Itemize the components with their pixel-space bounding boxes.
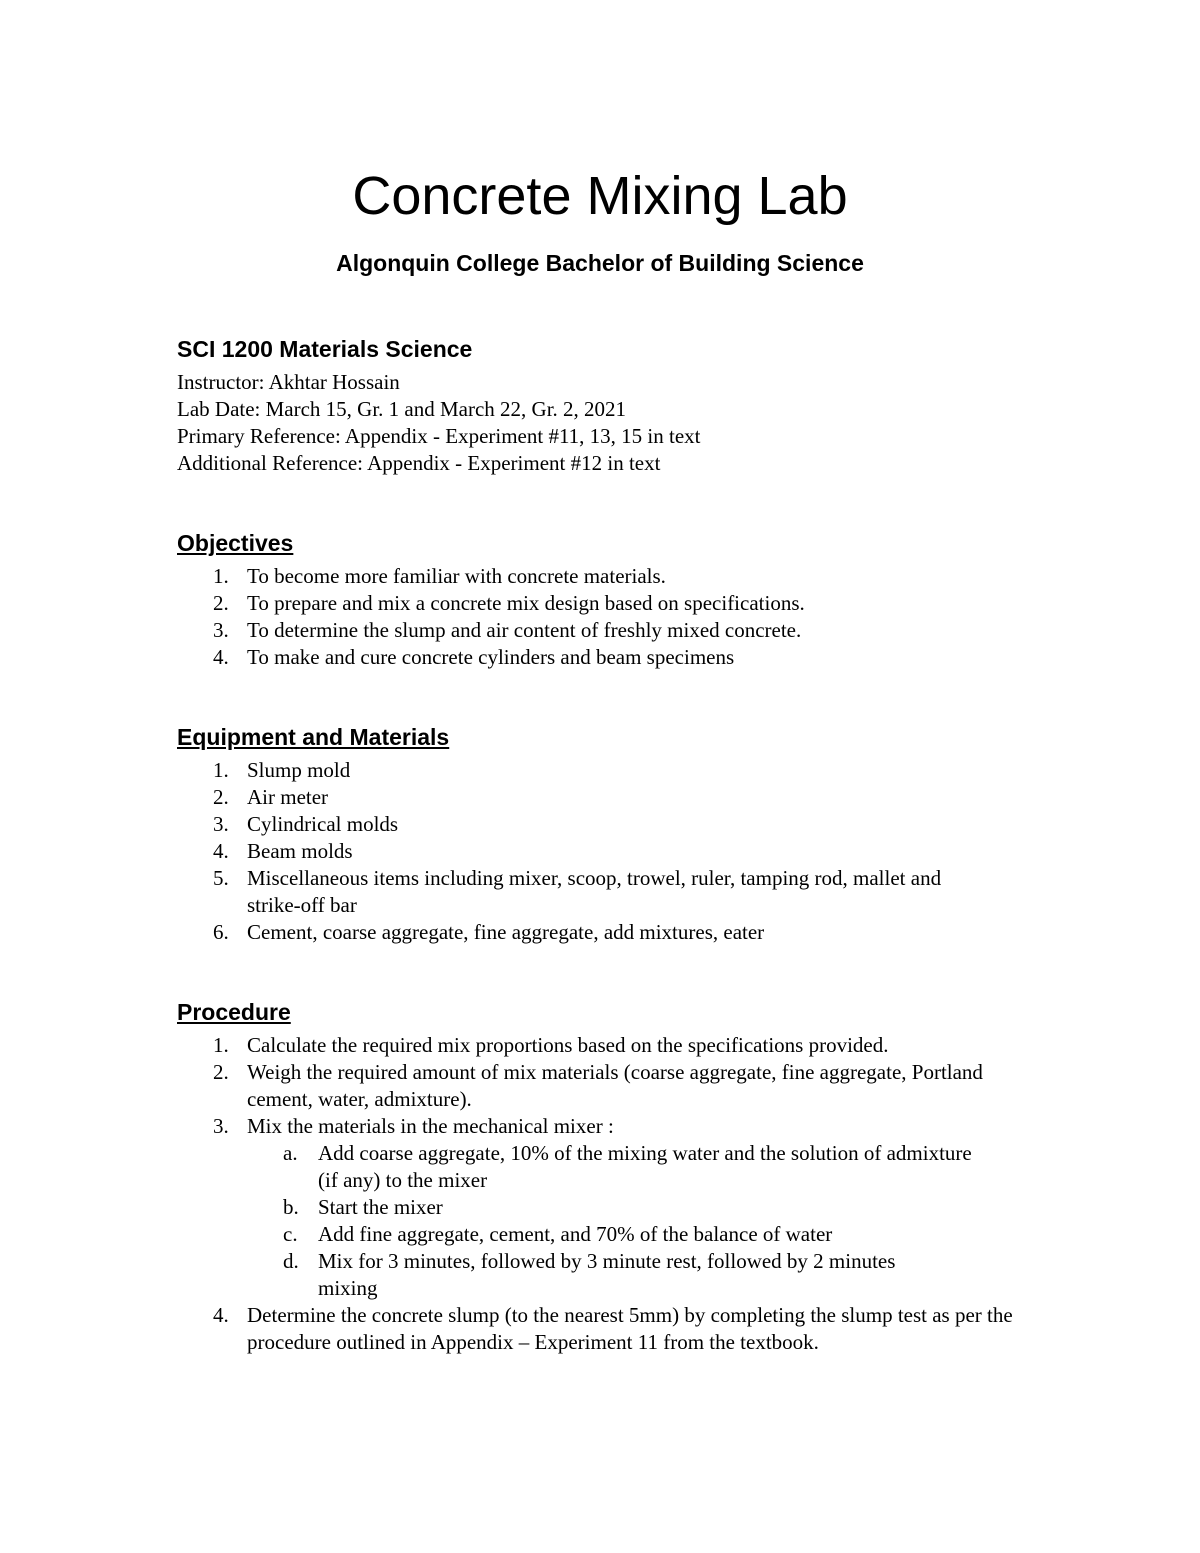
sub-list-letter: b.	[283, 1195, 299, 1219]
sub-list-letter: c.	[283, 1222, 298, 1246]
list-item	[177, 757, 1057, 784]
list-text: Cylindrical molds	[247, 812, 399, 836]
list-number: 2.	[213, 785, 229, 809]
primary-reference-line: Primary Reference: Appendix - Experiment #11, 13, 15 in text	[177, 424, 701, 448]
list-number: 4.	[213, 1303, 229, 1327]
lab-date-line: Lab Date: March 15, Gr. 1 and March 22, Gr. 2, 2021	[177, 397, 627, 421]
lab-meta	[177, 369, 701, 477]
list-text: To make and cure concrete cylinders and beam specimens	[247, 645, 735, 669]
list-item	[177, 811, 1057, 838]
list-text: Mix the materials in the mechanical mixer :	[247, 1114, 614, 1138]
sub-list-text: Add coarse aggregate, 10% of the mixing water and the solution of admixture (if any) to the mixer	[318, 1141, 972, 1192]
sub-list-letter: a.	[283, 1141, 298, 1165]
sub-list-text: Start the mixer	[318, 1195, 443, 1219]
list-text: Weigh the required amount of mix materials (coarse aggregate, fine aggregate, Portland cement, water, admixture).	[247, 1060, 983, 1111]
list-text: Miscellaneous items including mixer, scoop, trowel, ruler, tamping rod, mallet and strike-off bar	[247, 866, 942, 917]
mixing-sub-list	[247, 1140, 1057, 1302]
sub-list-item	[247, 1221, 1057, 1248]
list-number: 3.	[213, 812, 229, 836]
list-item	[177, 1302, 1057, 1356]
list-item	[177, 1032, 1057, 1059]
list-text: Determine the concrete slump (to the nearest 5mm) by completing the slump test as per the procedure outlined in Appendix – Experiment 11 from the textbook.	[247, 1303, 1013, 1354]
list-number: 1.	[213, 758, 229, 782]
list-item	[177, 563, 1057, 590]
document-subtitle: Algonquin College Bachelor of Building Science	[336, 250, 864, 276]
list-item	[177, 1113, 1057, 1302]
list-number: 4.	[213, 839, 229, 863]
equipment-heading: Equipment and Materials	[177, 724, 450, 750]
list-item	[177, 919, 1057, 946]
additional-reference-line: Additional Reference: Appendix - Experiment #12 in text	[177, 451, 661, 475]
list-text: To prepare and mix a concrete mix design based on specifications.	[247, 591, 805, 615]
sub-list-letter: d.	[283, 1249, 299, 1273]
list-text: Beam molds	[247, 839, 353, 863]
instructor-line: Instructor: Akhtar Hossain	[177, 370, 400, 394]
list-item	[177, 617, 1057, 644]
objectives-list	[177, 563, 1057, 671]
list-number: 2.	[213, 591, 229, 615]
list-number: 3.	[213, 618, 229, 642]
document-title: Concrete Mixing Lab	[352, 166, 848, 226]
list-text: Calculate the required mix proportions based on the specifications provided.	[247, 1033, 889, 1057]
list-number: 4.	[213, 645, 229, 669]
list-item	[177, 644, 1057, 671]
list-number: 5.	[213, 866, 229, 890]
sub-list-text: Mix for 3 minutes, followed by 3 minute rest, followed by 2 minutes mixing	[318, 1249, 896, 1300]
list-text: To determine the slump and air content of freshly mixed concrete.	[247, 618, 802, 642]
list-number: 3.	[213, 1114, 229, 1138]
equipment-list	[177, 757, 1057, 946]
list-item	[177, 784, 1057, 811]
list-text: Cement, coarse aggregate, fine aggregate, add mixtures, eater	[247, 920, 765, 944]
list-number: 2.	[213, 1060, 229, 1084]
list-item	[177, 590, 1057, 617]
procedure-list	[177, 1032, 1057, 1356]
sub-list-text: Add fine aggregate, cement, and 70% of the balance of water	[318, 1222, 833, 1246]
list-item	[177, 865, 1057, 919]
sub-list-item	[247, 1194, 1057, 1221]
list-number: 6.	[213, 920, 229, 944]
list-text: To become more familiar with concrete materials.	[247, 564, 666, 588]
list-number: 1.	[213, 1033, 229, 1057]
list-number: 1.	[213, 564, 229, 588]
list-item	[177, 1059, 1057, 1113]
objectives-heading: Objectives	[177, 530, 294, 556]
list-text: Slump mold	[247, 758, 351, 782]
list-item	[177, 838, 1057, 865]
sub-list-item	[247, 1140, 1057, 1194]
sub-list-item	[247, 1248, 1057, 1302]
list-text: Air meter	[247, 785, 329, 809]
course-title: SCI 1200 Materials Science	[177, 336, 473, 362]
procedure-heading: Procedure	[177, 999, 291, 1025]
